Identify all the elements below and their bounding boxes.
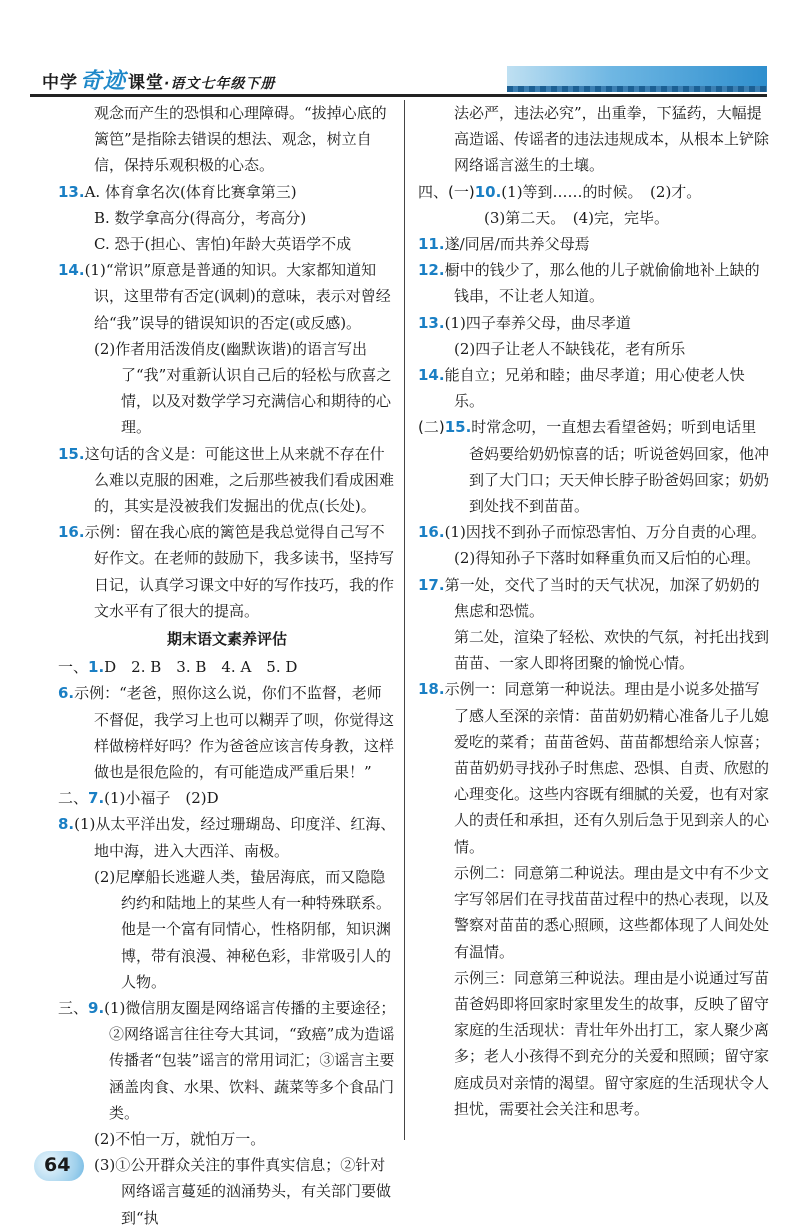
answer-text: 能自立；兄弟和睦；曲尽孝道；用心使老人快乐。 — [444, 366, 745, 411]
answer-paragraph — [418, 624, 770, 676]
answer-paragraph — [58, 680, 396, 785]
answer-paragraph — [418, 100, 770, 179]
answer-paragraph — [58, 441, 396, 520]
answer-paragraph — [418, 336, 770, 362]
answer-text: (1)小福子 (2)D — [104, 789, 219, 808]
answer-text: 橱中的钱少了，那么他的儿子就偷偷地补上缺的钱串，不让老人知道。 — [444, 261, 760, 306]
answer-paragraph — [58, 257, 396, 336]
answer-paragraph — [418, 676, 770, 859]
question-number: 17. — [418, 575, 445, 594]
section-marker: 一、 — [58, 658, 89, 677]
answer-paragraph — [58, 336, 396, 441]
question-number: 12. — [418, 261, 445, 280]
section-marker: 三、 — [58, 998, 89, 1017]
answer-paragraph — [418, 860, 770, 965]
section-marker: 四、(一) — [418, 182, 475, 201]
answer-paragraph — [58, 205, 396, 231]
answer-text: (2)得知孙子下落时如释重负而又后怕的心理。 — [454, 549, 761, 568]
question-number: 13. — [418, 313, 445, 332]
page-number-badge — [34, 1151, 84, 1181]
header-rule — [30, 94, 767, 97]
answer-text: (1)“常识”原意是普通的知识。大家都知道知识，这里带有否定(讽刺)的意味，表示对曾经给“我”误导的错误知识的否定(或反感)。 — [84, 261, 391, 332]
answer-text: 期末语文素养评估 — [166, 630, 287, 649]
answer-paragraph — [418, 414, 770, 519]
question-number: 1. — [88, 658, 105, 677]
answer-text: 示例：“老爸，照你这么说，你们不监督，老师不督促，我学习上也可以糊弄了呗，你觉得这样做榜样好吗？作为爸爸应该言传身教，这样做也是很危险的，有可能造成严重后果！” — [74, 684, 395, 782]
answer-text: 遂/同居/而共养父母焉 — [444, 235, 590, 254]
answer-text: 示例三：同意第三种说法。理由是小说通过写苗苗爸妈即将回家时家里发生的故事，反映了留守家庭的生活现状：青壮年外出打工，家人聚少离多；老人小孩得不到充分的关爱和照顾；留守家庭成员对亲情的渴望。留守家庭的生活现状令人担忧，需要社会关注和思考。 — [454, 968, 770, 1118]
answer-paragraph — [418, 179, 770, 205]
answer-paragraph — [58, 231, 396, 257]
answer-text: A. 体育拿名次(体育比赛拿第三) — [84, 182, 297, 201]
answer-paragraph — [418, 572, 770, 624]
answer-paragraph — [58, 995, 396, 1126]
answer-text: (1)微信朋友圈是网络谣言传播的主要途径；②网络谣言往往夸大其词，“致癌”成为造谣传播者“包装”谣言的常用词汇；③谣言主要涵盖肉食、水果、饮料、蔬菜等多个食品门类。 — [104, 998, 396, 1122]
answer-text: D 2. B 3. B 4. A 5. D — [104, 658, 298, 677]
answer-text: (2)尼摩船长逃避人类，蛰居海底，而又隐隐约约和陆地上的某些人有一种特殊联系。他是一个富有同情心，性格阴郁，知识渊博，带有浪漫、神秘色彩，非常吸引人的人物。 — [94, 867, 392, 991]
answer-paragraph — [58, 811, 396, 863]
section-title — [58, 626, 396, 652]
column-divider — [404, 100, 405, 1140]
answer-text: (1)四子奉养父母，曲尽孝道 — [444, 313, 631, 332]
answer-text: (2)不怕一万，就怕万一。 — [94, 1129, 266, 1148]
answer-text: 示例一：同意第一种说法。理由是小说多处描写了感人至深的亲情：苗苗奶奶精心准备儿子儿媳爱吃的菜肴；苗苗爸妈、苗苗都想给亲人惊喜；苗苗奶奶寻找孙子时焦虑、恐惧、自责、欣慰的心理变化。这些内容既有细腻的关爱，也有对家人的责任和承担，还有久别后急于见到亲人的心情。 — [444, 680, 770, 856]
answer-paragraph — [418, 965, 770, 1122]
right-column — [418, 100, 770, 1122]
answer-paragraph — [418, 310, 770, 336]
question-number: 9. — [88, 998, 105, 1017]
answer-text: (2)四子让老人不缺钱花，老有所乐 — [454, 339, 686, 358]
question-number: 6. — [58, 684, 75, 703]
question-number: 15. — [58, 444, 85, 463]
question-number: 8. — [58, 815, 75, 834]
answer-paragraph — [58, 654, 396, 680]
answer-paragraph — [418, 545, 770, 571]
question-number: 7. — [88, 789, 105, 808]
answer-text: (3)第二天。 (4)完，完毕。 — [454, 208, 669, 227]
answer-paragraph — [58, 785, 396, 811]
answer-paragraph — [58, 179, 396, 205]
answer-paragraph — [418, 231, 770, 257]
question-number: 14. — [58, 261, 85, 280]
answer-text: 示例二：同意第二种说法。理由是文中有不少文字写邻居们在寻找苗苗过程中的热心表现，以及警察对苗苗的悉心照顾，这些都体现了人间处处有温情。 — [454, 863, 770, 961]
answer-text: (1)等到……的时候。 (2)才。 — [501, 182, 702, 201]
answer-paragraph — [58, 864, 396, 995]
answer-text: (3)①公开群众关注的事件真实信息；②针对网络谣言蔓延的汹涌势头，有关部门要做到“执 — [94, 1156, 392, 1227]
answer-text: 第一处，交代了当时的天气状况，加深了奶奶的焦虑和恐慌。 — [444, 575, 760, 620]
answer-text: 法必严，违法必究”，出重拳，下猛药，大幅提高造谣、传谣者的违法违规成本，从根本上铲除网络谣言滋生的土壤。 — [454, 104, 770, 175]
answer-text: 第二处，渲染了轻松、欢快的气氛，衬托出找到苗苗、一家人即将团聚的愉悦心情。 — [454, 628, 770, 673]
answer-paragraph — [58, 1126, 396, 1152]
page-number: 64 — [44, 1154, 71, 1176]
section-marker: 二、 — [58, 789, 89, 808]
question-number: 16. — [58, 523, 85, 542]
answer-paragraph — [418, 519, 770, 545]
answer-paragraph — [418, 362, 770, 414]
answer-text: (1)从太平洋出发，经过珊瑚岛、印度洋、红海、地中海，进入大西洋、南极。 — [74, 815, 396, 860]
answer-paragraph — [58, 519, 396, 624]
brand-right: 课堂 — [128, 73, 165, 93]
book-subtitle: ·语文七年级下册 — [164, 76, 276, 92]
left-column — [58, 100, 396, 1231]
answer-paragraph — [58, 1152, 396, 1231]
answer-text: 时常念叨，一直想去看望爸妈；听到电话里爸妈要给奶奶惊喜的话；听说爸妈回家，他冲到了大门口；天天伸长脖子盼爸妈回家；奶奶到处找不到苗苗。 — [469, 418, 770, 516]
answer-text: (1)因找不到孙子而惊恐害怕、万分自责的心理。 — [444, 523, 766, 542]
answer-paragraph — [58, 100, 396, 179]
question-number: 10. — [474, 182, 502, 201]
question-number: 13. — [58, 182, 85, 201]
header-banner-image — [507, 66, 767, 92]
brand-logo: 奇迹 — [80, 69, 127, 94]
question-number: 18. — [418, 680, 445, 699]
brand-left: 中学 — [42, 73, 78, 93]
answer-text: (2)作者用活泼俏皮(幽默诙谐)的语言写出了“我”对重新认识自己后的轻松与欣喜之情，以及对数学学习充满信心和期待的心理。 — [94, 339, 392, 437]
answer-paragraph — [418, 205, 770, 231]
answer-text: 示例：留在我心底的篱笆是我总觉得自己写不好作文。在老师的鼓励下，我多读书，坚持写日记，认真学习课文中好的写作技巧，我的作文水平有了很大的提高。 — [84, 523, 395, 620]
answer-text: 观念而产生的恐惧和心理障碍。“拔掉心底的篱笆”是指除去错误的想法、观念，树立自信，保持乐观积极的心态。 — [94, 104, 387, 175]
question-number: 16. — [418, 523, 445, 542]
book-brand — [42, 64, 275, 95]
question-number: 11. — [418, 235, 445, 254]
section-marker: (二) — [418, 418, 445, 437]
question-number: 15. — [444, 418, 472, 437]
question-number: 14. — [418, 366, 445, 385]
answer-paragraph — [418, 257, 770, 309]
answer-text: B. 数学拿高分(得高分，考高分) — [94, 208, 307, 227]
answer-text: 这句话的含义是：可能这世上从来就不存在什么难以克服的困难，之后那些被我们看成困难的，其实是没被我们发掘出的优点(长处)。 — [84, 444, 395, 516]
page-header — [30, 62, 767, 92]
answer-text: C. 恐于(担心、害怕)年龄大英语学不成 — [94, 235, 352, 254]
